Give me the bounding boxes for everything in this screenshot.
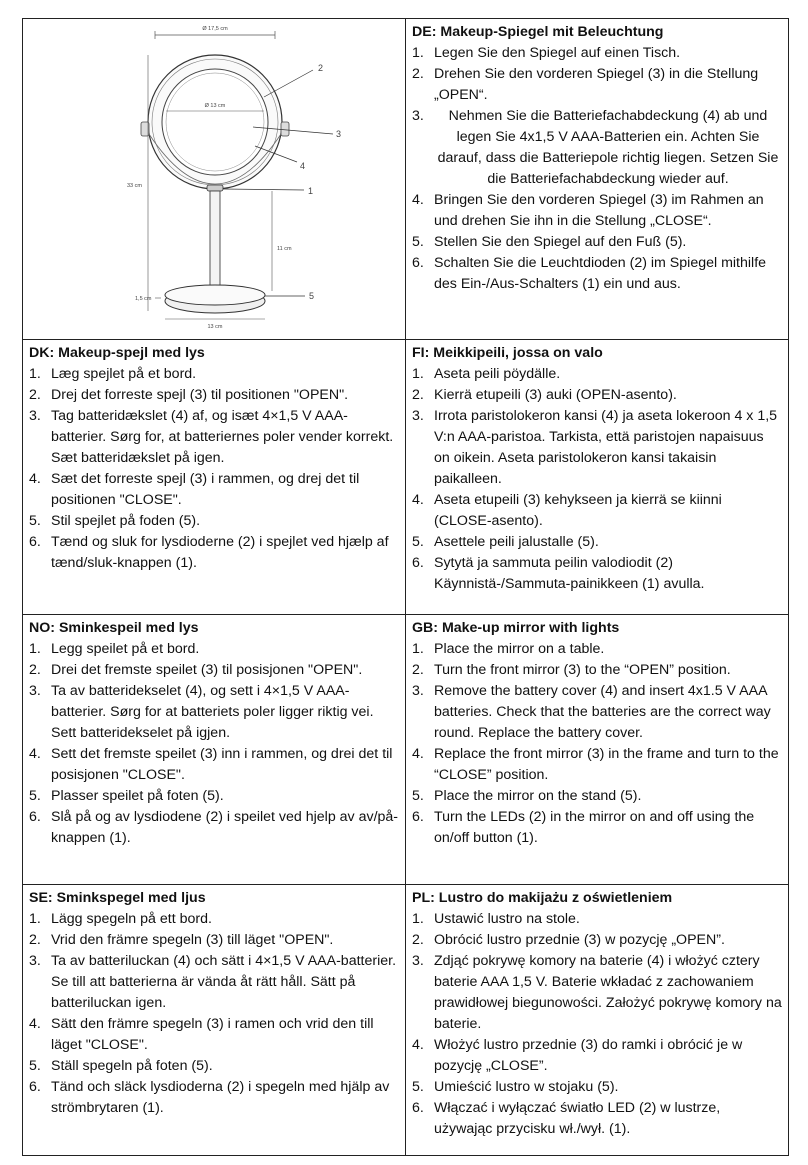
- callout-3: 3: [336, 129, 342, 139]
- step-text: Nehmen Sie die Batteriefachabdeckung (4) ab und legen Sie 4x1,5 V AAA-Batterien ein. Achten Sie darauf, dass die Batteriepole richtig liegen. Setzen Sie die Batteriefachabdeckung wieder auf.: [437, 108, 779, 187]
- list-item: 6. Turn the LEDs (2) in the mirror on and off using the on/off button (1).: [412, 807, 782, 849]
- step-text: Irrota paristolokeron kansi (4) ja aseta lokeroon 4 x 1,5 V:n AAA-paristoa. Tarkista, että paristojen napaisuus on oikein. Aseta paristolokeron kansi takaisin paikalleen.: [434, 408, 778, 487]
- section-se-steps: [29, 909, 399, 1119]
- list-item: 4. Sæt det forreste spejl (3) i rammen, og drej det til positionen "CLOSE".: [29, 469, 399, 511]
- callout-4: 4: [300, 161, 306, 171]
- list-item: 3. Remove the battery cover (4) and insert 4x1.5 V AAA batteries. Check that the batteries are the correct way round. Replace the battery cover.: [412, 681, 782, 744]
- step-text: Kierrä etupeili (3) auki (OPEN-asento).: [434, 387, 677, 403]
- section-gb: [406, 615, 789, 885]
- step-text: Asettele peili jalustalle (5).: [434, 534, 599, 550]
- section-gb-title: GB: Make-up mirror with lights: [412, 620, 620, 636]
- list-item: 3. Tag batteridækslet (4) af, og isæt 4×1,5 V AAA-batterier. Sørg for, at batteriernes poler vender korrekt. Sæt batteridækslet på igen.: [29, 406, 399, 469]
- step-text: Place the mirror on a table.: [434, 641, 605, 657]
- step-text: Sæt det forreste spejl (3) i rammen, og drej det til positionen "CLOSE".: [51, 471, 360, 508]
- step-text: Sytytä ja sammuta peilin valodiodit (2) Käynnistä-/Sammuta-painikkeen (1) avulla.: [434, 555, 705, 592]
- step-text: Tænd og sluk for lysdioderne (2) i spejlet ved hjælp af tænd/sluk-knappen (1).: [51, 534, 389, 571]
- step-text: Læg spejlet på et bord.: [51, 366, 197, 382]
- list-item: 6. Tænd og sluk for lysdioderne (2) i spejlet ved hjælp af tænd/sluk-knappen (1).: [29, 532, 399, 574]
- step-text: Plasser speilet på foten (5).: [51, 788, 224, 804]
- step-text: Tag batteridækslet (4) af, og isæt 4×1,5 V AAA-batterier. Sørg for, at batteriernes poler vender korrekt. Sæt batteridækslet på igen.: [51, 408, 394, 466]
- list-item: 2. Drehen Sie den vorderen Spiegel (3) in die Stellung „OPEN“.: [412, 64, 782, 106]
- list-item: 5. Place the mirror on the stand (5).: [412, 786, 782, 807]
- step-text: Schalten Sie die Leuchtdioden (2) im Spiegel mithilfe des Ein-/Aus-Schalters (1) ein und aus.: [434, 255, 767, 292]
- list-item: 3. Ta av batteriluckan (4) och sätt i 4×1,5 V AAA-batterier. Se till att batterierna är vända åt rätt håll. Sätt på batteriluckan igen.: [29, 951, 399, 1014]
- callout-5: 5: [309, 291, 315, 301]
- step-text: Zdjąć pokrywę komory na baterie (4) i włożyć cztery baterie AAA 1,5 V. Baterie wkładać z zachowaniem prawidłowej biegunowości. Założyć pokrywę komory na baterie.: [434, 953, 782, 1032]
- step-text: Legen Sie den Spiegel auf einen Tisch.: [434, 45, 681, 61]
- mirror-diagram: [23, 19, 406, 332]
- step-text: Aseta etupeili (3) kehykseen ja kierrä se kiinni (CLOSE-asento).: [434, 492, 722, 529]
- dim-base-w-label: 13 cm: [207, 324, 223, 330]
- step-text: Ställ spegeln på foten (5).: [51, 1058, 213, 1074]
- section-dk-title: DK: Makeup-spejl med lys: [29, 345, 205, 361]
- section-pl: [406, 885, 789, 1156]
- callout-2: 2: [318, 63, 324, 73]
- list-item: 4. Włożyć lustro przednie (3) do ramki i obrócić je w pozycję „CLOSE”.: [412, 1035, 782, 1077]
- step-text: Vrid den främre spegeln (3) till läget "OPEN".: [51, 932, 334, 948]
- list-item: 5. Stil spejlet på foden (5).: [29, 511, 399, 532]
- step-text: Legg speilet på et bord.: [51, 641, 200, 657]
- stem-shape: [210, 191, 220, 289]
- list-item: 2. Turn the front mirror (3) to the “OPEN” position.: [412, 660, 782, 681]
- list-item: 6. Tänd och släck lysdioderna (2) i spegeln med hjälp av strömbrytaren (1).: [29, 1077, 399, 1119]
- list-item: 5. Ställ spegeln på foten (5).: [29, 1056, 399, 1077]
- list-item: 6. Schalten Sie die Leuchtdioden (2) im Spiegel mithilfe des Ein-/Aus-Schalters (1) ein und aus.: [412, 253, 782, 295]
- list-item: 3. Ta av batteridekselet (4), og sett i 4×1,5 V AAA-batterier. Sørg for at batteriets poler ligger riktig vei. Sett batteridekselet på igjen.: [29, 681, 399, 744]
- step-text: Stil spejlet på foden (5).: [51, 513, 201, 529]
- step-text: Ta av batteriluckan (4) och sätt i 4×1,5 V AAA-batterier. Se till att batterierna är vända åt rätt håll. Sätt på batteriluckan igen.: [51, 953, 397, 1011]
- section-de-title: DE: Makeup-Spiegel mit Beleuchtung: [412, 24, 664, 40]
- section-dk: [23, 340, 406, 615]
- step-text: Drej det forreste spejl (3) til positionen "OPEN".: [51, 387, 349, 403]
- list-item: 6. Włączać i wyłączać światło LED (2) w lustrze, używając przycisku wł./wył. (1).: [412, 1098, 782, 1140]
- front-mirror: [162, 69, 268, 175]
- dim-height-label: 33 cm: [127, 183, 142, 189]
- dim-inner-label: Ø 13 cm: [204, 103, 226, 109]
- section-pl-steps: [412, 909, 782, 1140]
- section-se: [23, 885, 406, 1156]
- section-no-title: NO: Sminkespeil med lys: [29, 620, 199, 636]
- list-item: 1. Ustawić lustro na stole.: [412, 909, 782, 930]
- step-text: Włożyć lustro przednie (3) do ramki i obrócić je w pozycję „CLOSE”.: [434, 1037, 743, 1074]
- section-dk-steps: [29, 364, 399, 574]
- list-item: 6. Slå på og av lysdiodene (2) i speilet ved hjelp av av/på-knappen (1).: [29, 807, 399, 849]
- section-de-steps: [412, 43, 782, 295]
- dim-base-h-label: 1,5 cm: [135, 296, 152, 302]
- list-item: 5. Plasser speilet på foten (5).: [29, 786, 399, 807]
- list-item: 6. Sytytä ja sammuta peilin valodiodit (2) Käynnistä-/Sammuta-painikkeen (1) avulla.: [412, 553, 782, 595]
- list-item: 2. Obrócić lustro przednie (3) w pozycję „OPEN”.: [412, 930, 782, 951]
- step-text: Sett det fremste speilet (3) inn i rammen, og drei det til posisjonen "CLOSE".: [51, 746, 393, 783]
- list-item: 3. Nehmen Sie die Batteriefachabdeckung (4) ab und legen Sie 4x1,5 V AAA-Batterien ein. Achten Sie darauf, dass die Batteriepole richtig liegen. Setzen Sie die Batteriefachabdeckung wieder auf.: [412, 106, 782, 190]
- list-item: 3. Zdjąć pokrywę komory na baterie (4) i włożyć cztery baterie AAA 1,5 V. Baterie wkładać z zachowaniem prawidłowej biegunowości. Założyć pokrywę komory na baterie.: [412, 951, 782, 1035]
- step-text: Place the mirror on the stand (5).: [434, 788, 642, 804]
- step-text: Turn the LEDs (2) in the mirror on and off using the on/off button (1).: [434, 809, 755, 846]
- instructions-table: [22, 18, 789, 1156]
- step-text: Włączać i wyłączać światło LED (2) w lustrze, używając przycisku wł./wył. (1).: [434, 1100, 721, 1137]
- callout-1: 1: [308, 186, 314, 196]
- section-no: [23, 615, 406, 885]
- list-item: 1. Place the mirror on a table.: [412, 639, 782, 660]
- step-text: Bringen Sie den vorderen Spiegel (3) im Rahmen an und drehen Sie ihn in die Stellung „CLOSE“.: [434, 192, 764, 229]
- list-item: 1. Legen Sie den Spiegel auf einen Tisch.: [412, 43, 782, 64]
- list-item: 4. Sett det fremste speilet (3) inn i rammen, og drei det til posisjonen "CLOSE".: [29, 744, 399, 786]
- step-text: Replace the front mirror (3) in the frame and turn to the “CLOSE” position.: [434, 746, 779, 783]
- list-item: 1. Lägg spegeln på ett bord.: [29, 909, 399, 930]
- list-item: 4. Sätt den främre spegeln (3) i ramen och vrid den till läget "CLOSE".: [29, 1014, 399, 1056]
- list-item: 2. Drej det forreste spejl (3) til positionen "OPEN".: [29, 385, 399, 406]
- list-item: 4. Bringen Sie den vorderen Spiegel (3) im Rahmen an und drehen Sie ihn in die Stellung „CLOSE“.: [412, 190, 782, 232]
- section-no-steps: [29, 639, 399, 849]
- list-item: 1. Læg spejlet på et bord.: [29, 364, 399, 385]
- list-item: 3. Irrota paristolokeron kansi (4) ja aseta lokeroon 4 x 1,5 V:n AAA-paristoa. Tarkista, että paristojen napaisuus on oikein. Aseta paristolokeron kansi takaisin paikalleen.: [412, 406, 782, 490]
- step-text: Slå på og av lysdiodene (2) i speilet ved hjelp av av/på-knappen (1).: [51, 809, 399, 846]
- step-text: Stellen Sie den Spiegel auf den Fuß (5).: [434, 234, 687, 250]
- step-text: Lägg spegeln på ett bord.: [51, 911, 212, 927]
- section-de: [406, 19, 789, 340]
- dim-top-label: Ø 17,5 cm: [202, 26, 228, 32]
- list-item: 1. Legg speilet på et bord.: [29, 639, 399, 660]
- list-item: 2. Drei det fremste speilet (3) til posisjonen "OPEN".: [29, 660, 399, 681]
- diagram-cell: [23, 19, 406, 340]
- step-text: Umieścić lustro w stojaku (5).: [434, 1079, 619, 1095]
- section-gb-steps: [412, 639, 782, 849]
- list-item: 4. Aseta etupeili (3) kehykseen ja kierrä se kiinni (CLOSE-asento).: [412, 490, 782, 532]
- section-se-title: SE: Sminkspegel med ljus: [29, 890, 206, 906]
- list-item: 5. Asettele peili jalustalle (5).: [412, 532, 782, 553]
- step-text: Turn the front mirror (3) to the “OPEN” position.: [434, 662, 731, 678]
- step-text: Sätt den främre spegeln (3) i ramen och vrid den till läget "CLOSE".: [51, 1016, 374, 1053]
- list-item: 4. Replace the front mirror (3) in the frame and turn to the “CLOSE” position.: [412, 744, 782, 786]
- section-pl-title: PL: Lustro do makijażu z oświetleniem: [412, 890, 673, 906]
- section-fi-title: FI: Meikkipeili, jossa on valo: [412, 345, 603, 361]
- step-text: Obrócić lustro przednie (3) w pozycję „OPEN”.: [434, 932, 725, 948]
- step-text: Drehen Sie den vorderen Spiegel (3) in die Stellung „OPEN“.: [434, 66, 759, 103]
- step-text: Ta av batteridekselet (4), og sett i 4×1,5 V AAA-batterier. Sørg for at batteriets poler ligger riktig vei. Sett batteridekselet på igjen.: [51, 683, 374, 741]
- dim-stem-label: 11 cm: [277, 246, 292, 252]
- switch-shape: [207, 185, 223, 191]
- section-fi-steps: [412, 364, 782, 595]
- step-text: Aseta peili pöydälle.: [434, 366, 561, 382]
- list-item: 5. Umieścić lustro w stojaku (5).: [412, 1077, 782, 1098]
- list-item: 2. Kierrä etupeili (3) auki (OPEN-asento).: [412, 385, 782, 406]
- step-text: Ustawić lustro na stole.: [434, 911, 580, 927]
- section-fi: [406, 340, 789, 615]
- list-item: 1. Aseta peili pöydälle.: [412, 364, 782, 385]
- list-item: 5. Stellen Sie den Spiegel auf den Fuß (5).: [412, 232, 782, 253]
- step-text: Drei det fremste speilet (3) til posisjonen "OPEN".: [51, 662, 363, 678]
- step-text: Tänd och släck lysdioderna (2) i spegeln med hjälp av strömbrytaren (1).: [51, 1079, 390, 1116]
- list-item: 2. Vrid den främre spegeln (3) till läget "OPEN".: [29, 930, 399, 951]
- step-text: Remove the battery cover (4) and insert 4x1.5 V AAA batteries. Check that the batteries are the correct way round. Replace the battery cover.: [434, 683, 771, 741]
- mirror-illustration: [23, 19, 406, 332]
